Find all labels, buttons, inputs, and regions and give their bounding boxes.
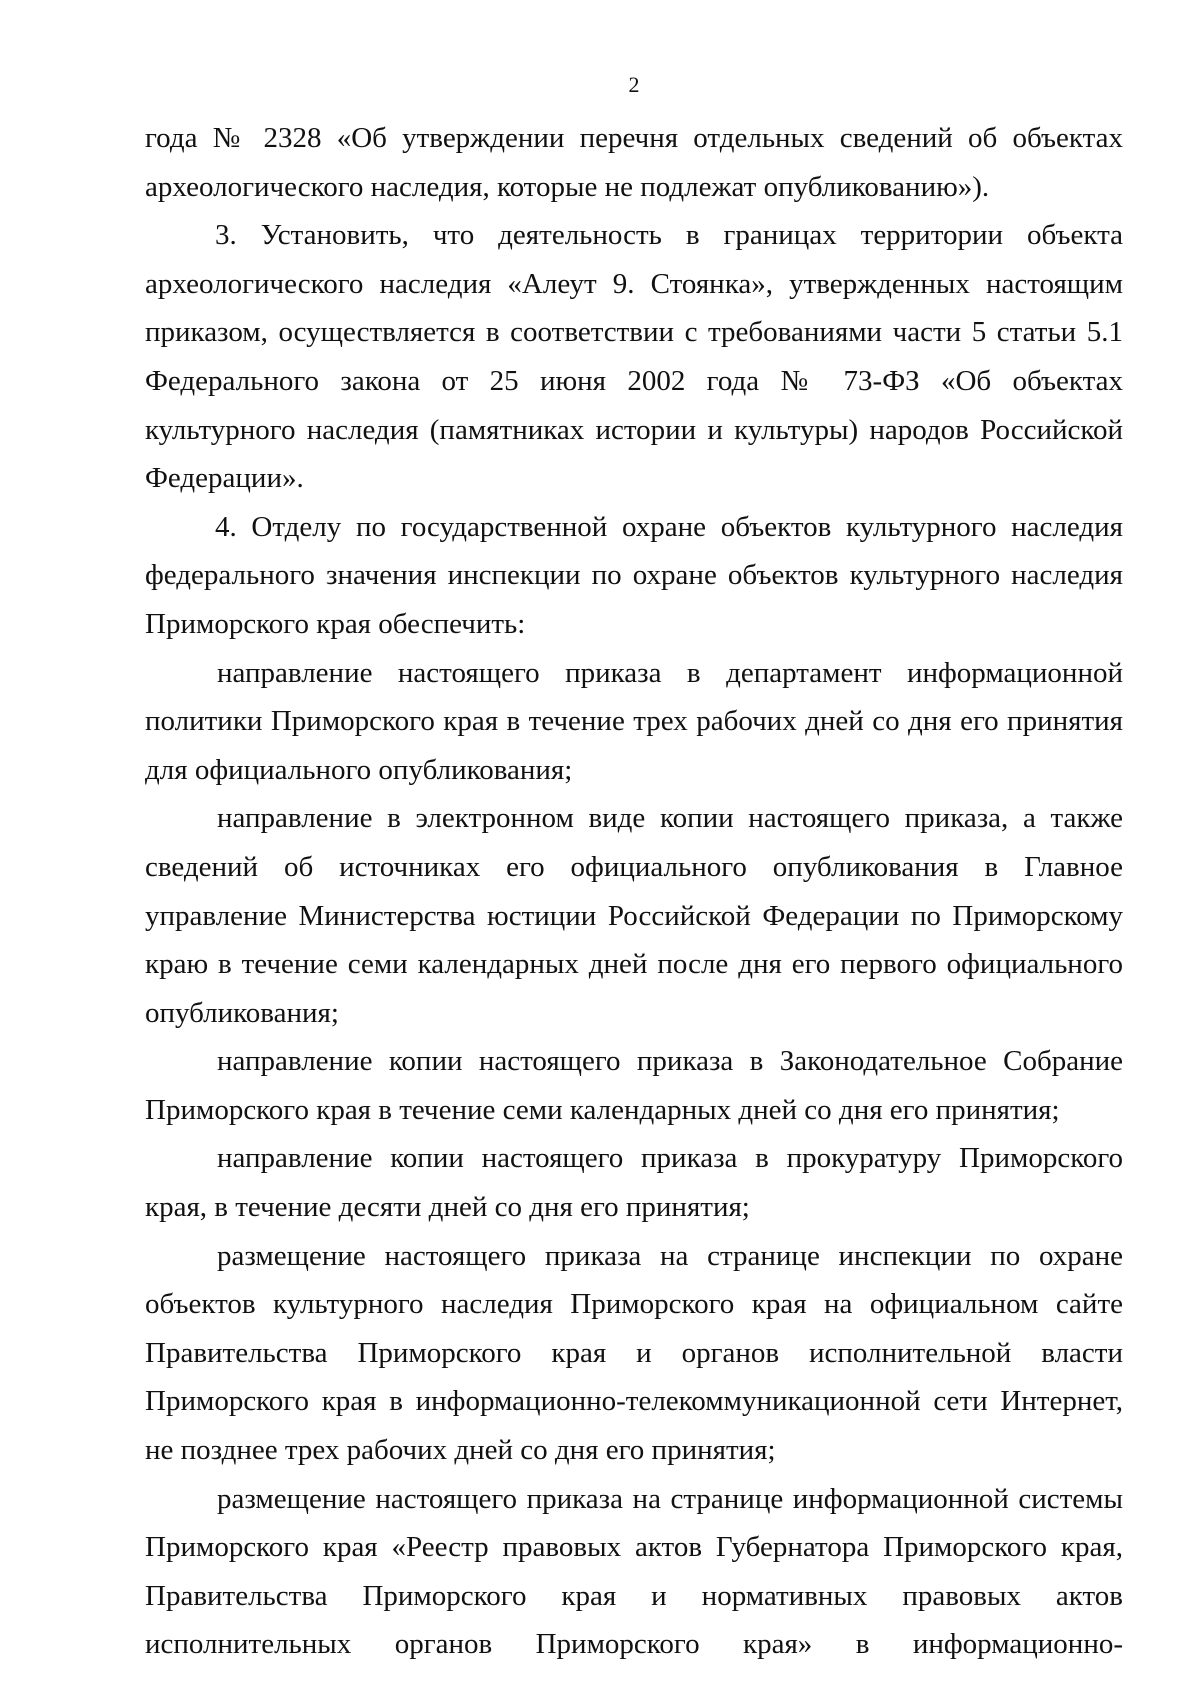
paragraph-item-4: 4. Отделу по государственной охране объектов культурного наследия федерального значения инспекции по охране объектов культурного наследия Приморского края обеспечить:: [145, 510, 1123, 640]
page-number: 2: [628, 72, 640, 97]
subparagraph-legislative-assembly: направление копии настоящего приказа в Законодательное Собрание Приморского края в течение семи календарных дней со дня его принятия;: [145, 1045, 1123, 1126]
subparagraph-information-policy: направление настоящего приказа в департамент информационной политики Приморского края в течение трех рабочих дней со дня его принятия для официального опубликования;: [145, 656, 1123, 786]
paragraph-continuation: года № 2328 «Об утверждении перечня отдельных сведений об объектах археологического наследия, которые не подлежат опубликованию»).: [145, 122, 1123, 203]
subparagraph-legal-acts-registry: размещение настоящего приказа на странице информационной системы Приморского края «Реестр правовых актов Губернатора Приморского края, Правительства Приморского края и нормативных правовых актов исполнительных органов Приморского края» в информационно-: [145, 1482, 1123, 1661]
paragraph-item-3: 3. Установить, что деятельность в границах территории объекта археологического наследия «Алеут 9. Стоянка», утвержденных настоящим приказом, осуществляется в соответствии с требованиями части 5 статьи 5.1 Федерального закона от 25 июня 2002 года № 73-ФЗ «Об объектах культурного наследия (памятниках истории и культуры) народов Российской Федерации».: [145, 219, 1123, 495]
document-page: [145, 0, 1123, 1698]
subparagraph-official-website: размещение настоящего приказа на странице инспекции по охране объектов культурного наследия Приморского края на официальном сайте Правительства Приморского края и органов исполнительной власти Приморского края в информационно-телекоммуникационной сети Интернет, не позднее трех рабочих дней со дня его принятия;: [145, 1239, 1123, 1467]
document-body: [145, 114, 1123, 1669]
subparagraph-ministry-justice: направление в электронном виде копии настоящего приказа, а также сведений об источниках его официального опубликования в Главное управление Министерства юстиции Российской Федерации по Приморскому краю в течение семи календарных дней после дня его первого официального опубликования;: [145, 802, 1123, 1029]
subparagraph-prosecutor: направление копии настоящего приказа в прокуратуру Приморского края, в течение десяти дней со дня его принятия;: [145, 1142, 1123, 1224]
